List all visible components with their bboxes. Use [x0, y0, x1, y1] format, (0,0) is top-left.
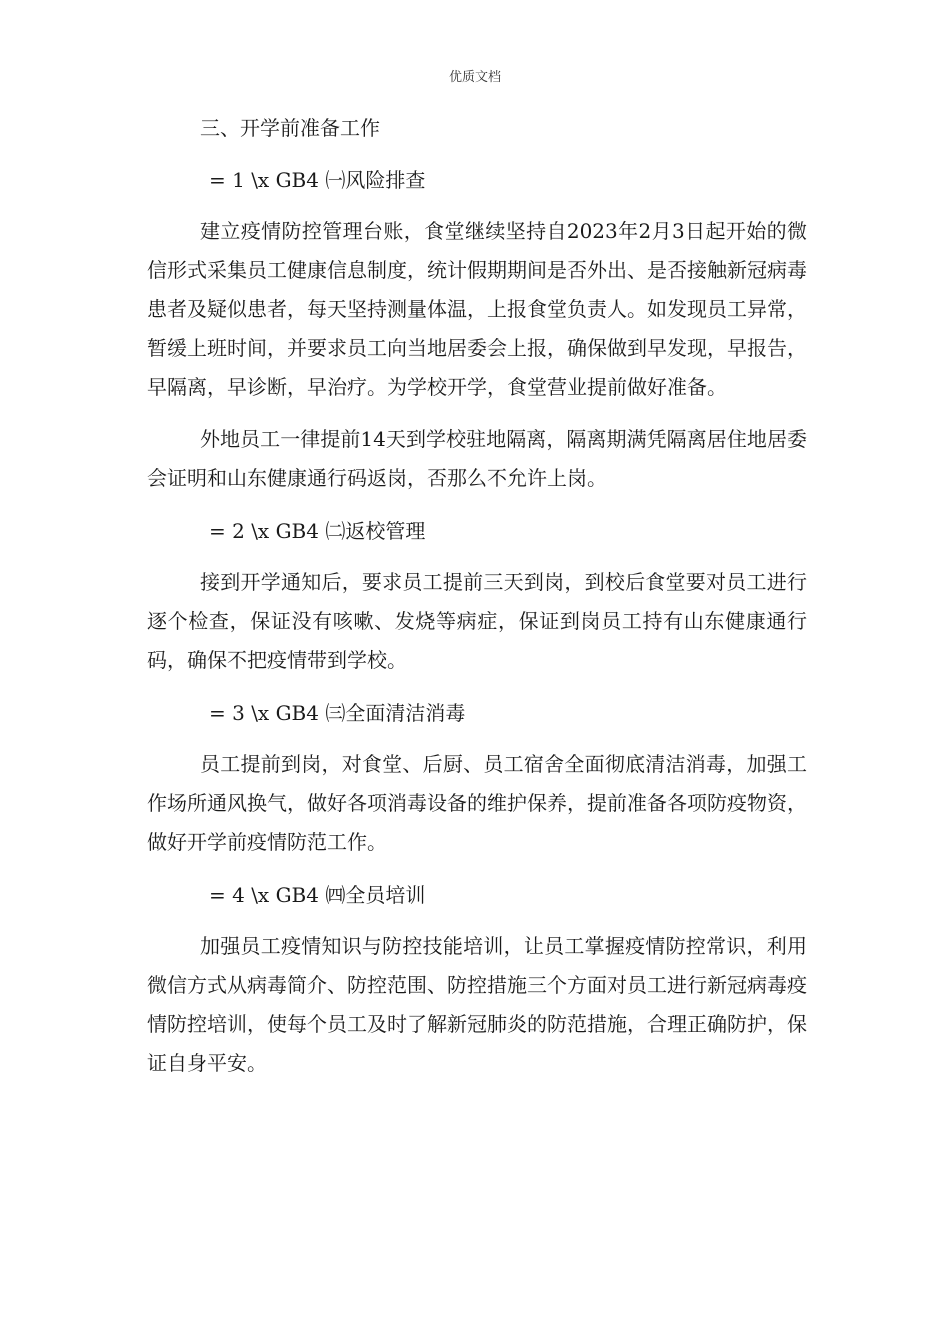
- section-title: 三、开学前准备工作: [200, 116, 380, 140]
- document-body: [147, 108, 807, 1096]
- page-header: 优质文档: [448, 70, 501, 85]
- paragraph: 外地员工一律提前14天到学校驻地隔离，隔离期满凭隔离居住地居委会证明和山东健康通行码返岗，否那么不允许上岗。: [147, 427, 807, 490]
- paragraph: 员工提前到岗，对食堂、后厨、员工宿舍全面彻底清洁消毒，加强工作场所通风换气，做好各项消毒设备的维护保养，提前准备各项防疫物资，做好开学前疫情防范工作。: [147, 752, 807, 854]
- subheading-training: = 4 \x GB4 ㈣全员培训: [209, 883, 426, 907]
- paragraph: 加强员工疫情知识与防控技能培训，让员工掌握疫情防控常识，利用微信方式从病毒简介、防控范围、防控措施三个方面对员工进行新冠病毒疫情防控培训，使每个员工及时了解新冠肺炎的防范措施，合理正确防护，保证自身平安。: [147, 934, 807, 1075]
- subheading-return-management: = 2 \x GB4 ㈡返校管理: [209, 519, 426, 543]
- subheading-disinfection: = 3 \x GB4 ㈢全面清洁消毒: [209, 701, 466, 725]
- subheading-risk-check: = 1 \x GB4 ㈠风险排查: [209, 168, 426, 192]
- paragraph: 接到开学通知后，要求员工提前三天到岗，到校后食堂要对员工进行逐个检查，保证没有咳嗽、发烧等病症，保证到岗员工持有山东健康通行码，确保不把疫情带到学校。: [147, 570, 807, 672]
- paragraph: 建立疫情防控管理台账，食堂继续坚持自2023年2月3日起开始的微信形式采集员工健康信息制度，统计假期期间是否外出、是否接触新冠病毒患者及疑似患者，每天坚持测量体温，上报食堂负责人。如发现员工异常，暂缓上班时间，并要求员工向当地居委会上报，确保做到早发现，早报告，早隔离，早诊断，早治疗。为学校开学，食堂营业提前做好准备。: [147, 219, 807, 399]
